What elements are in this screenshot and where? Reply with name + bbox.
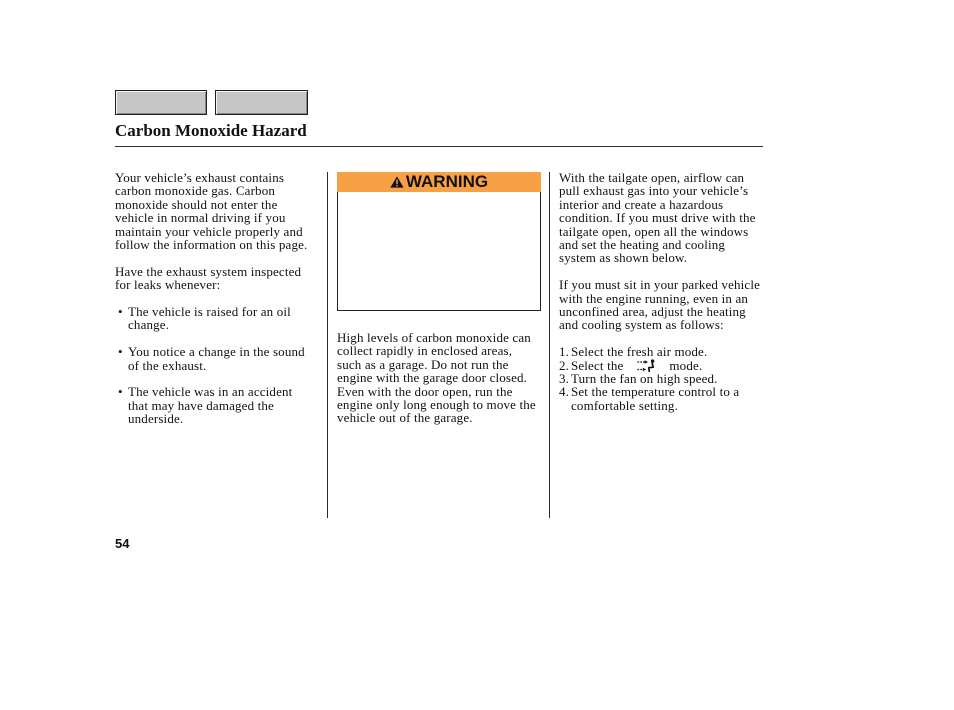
- parked-vehicle-paragraph: If you must sit in your parked vehicle with the engine running, even in an unconfined area, adjust the heating and cooling system as follows:: [559, 277, 761, 333]
- step-text-after: mode.: [669, 357, 703, 373]
- step-item: [559, 385, 769, 412]
- bullet-text: The vehicle was in an accident that may have damaged the underside.: [128, 384, 293, 427]
- bullet-marker: •: [118, 384, 123, 400]
- step-item: [559, 345, 769, 358]
- warning-body: [338, 192, 540, 310]
- bullet-marker: •: [118, 304, 123, 320]
- step-text: Turn the fan on high speed.: [571, 371, 718, 387]
- nav-tab-button-1[interactable]: [115, 90, 207, 115]
- column-divider: [549, 172, 550, 518]
- column-divider: [327, 172, 328, 518]
- page-title: Carbon Monoxide Hazard: [115, 121, 307, 140]
- bullet-marker: •: [118, 344, 123, 360]
- tailgate-paragraph: With the tailgate open, airflow can pull exhaust gas into your vehicle’s interior and create a hazardous condition. If you must drive with the tailgate open, open all the windows and set the heating and cooling system as shown below.: [559, 170, 756, 266]
- warning-box: [337, 172, 541, 311]
- step-number: 1.: [559, 344, 570, 360]
- step-text: Select the fresh air mode.: [571, 344, 708, 360]
- inspection-bullet-list: [115, 305, 321, 426]
- inspection-paragraph: Have the exhaust system inspected for leaks whenever:: [115, 263, 302, 293]
- intro-paragraph: Your vehicle’s exhaust contains carbon monoxide gas. Carbon monoxide should not enter the vehicle in normal driving if you maintain your vehicle properly and follow the information on this page.: [115, 170, 308, 253]
- bullet-item: [115, 385, 321, 425]
- page-number: 54: [115, 536, 130, 551]
- warning-triangle-icon: [390, 176, 404, 188]
- bullet-text: You notice a change in the sound of the exhaust.: [128, 344, 305, 373]
- nav-tab-button-2[interactable]: [215, 90, 308, 115]
- carbon-monoxide-paragraph: High levels of carbon monoxide can collect rapidly in enclosed areas, such as a garage. Do not run the engine with the garage door closed. Even with the door open, run the engine only long enough to move the vehicle out of the garage.: [337, 330, 536, 426]
- bullet-text: The vehicle is raised for an oil change.: [128, 304, 291, 333]
- step-text-before: Select the: [571, 357, 624, 373]
- middle-column: [337, 331, 547, 425]
- step-number: 4.: [559, 384, 570, 400]
- step-item: [559, 372, 769, 385]
- title-divider: [115, 146, 763, 147]
- step-text: [571, 359, 702, 372]
- airflow-mode-icon: [636, 359, 657, 372]
- ventilation-steps-list: [559, 345, 769, 412]
- warning-label: WARNING: [405, 172, 489, 191]
- step-number: 3.: [559, 371, 570, 387]
- warning-header: [337, 172, 541, 192]
- right-column: [559, 171, 769, 412]
- step-item: [559, 359, 769, 372]
- left-column: [115, 171, 321, 426]
- bullet-item: [115, 345, 321, 372]
- step-text: Set the temperature control to a comfortable setting.: [571, 384, 740, 413]
- step-number: 2.: [559, 357, 570, 373]
- bullet-item: [115, 305, 321, 332]
